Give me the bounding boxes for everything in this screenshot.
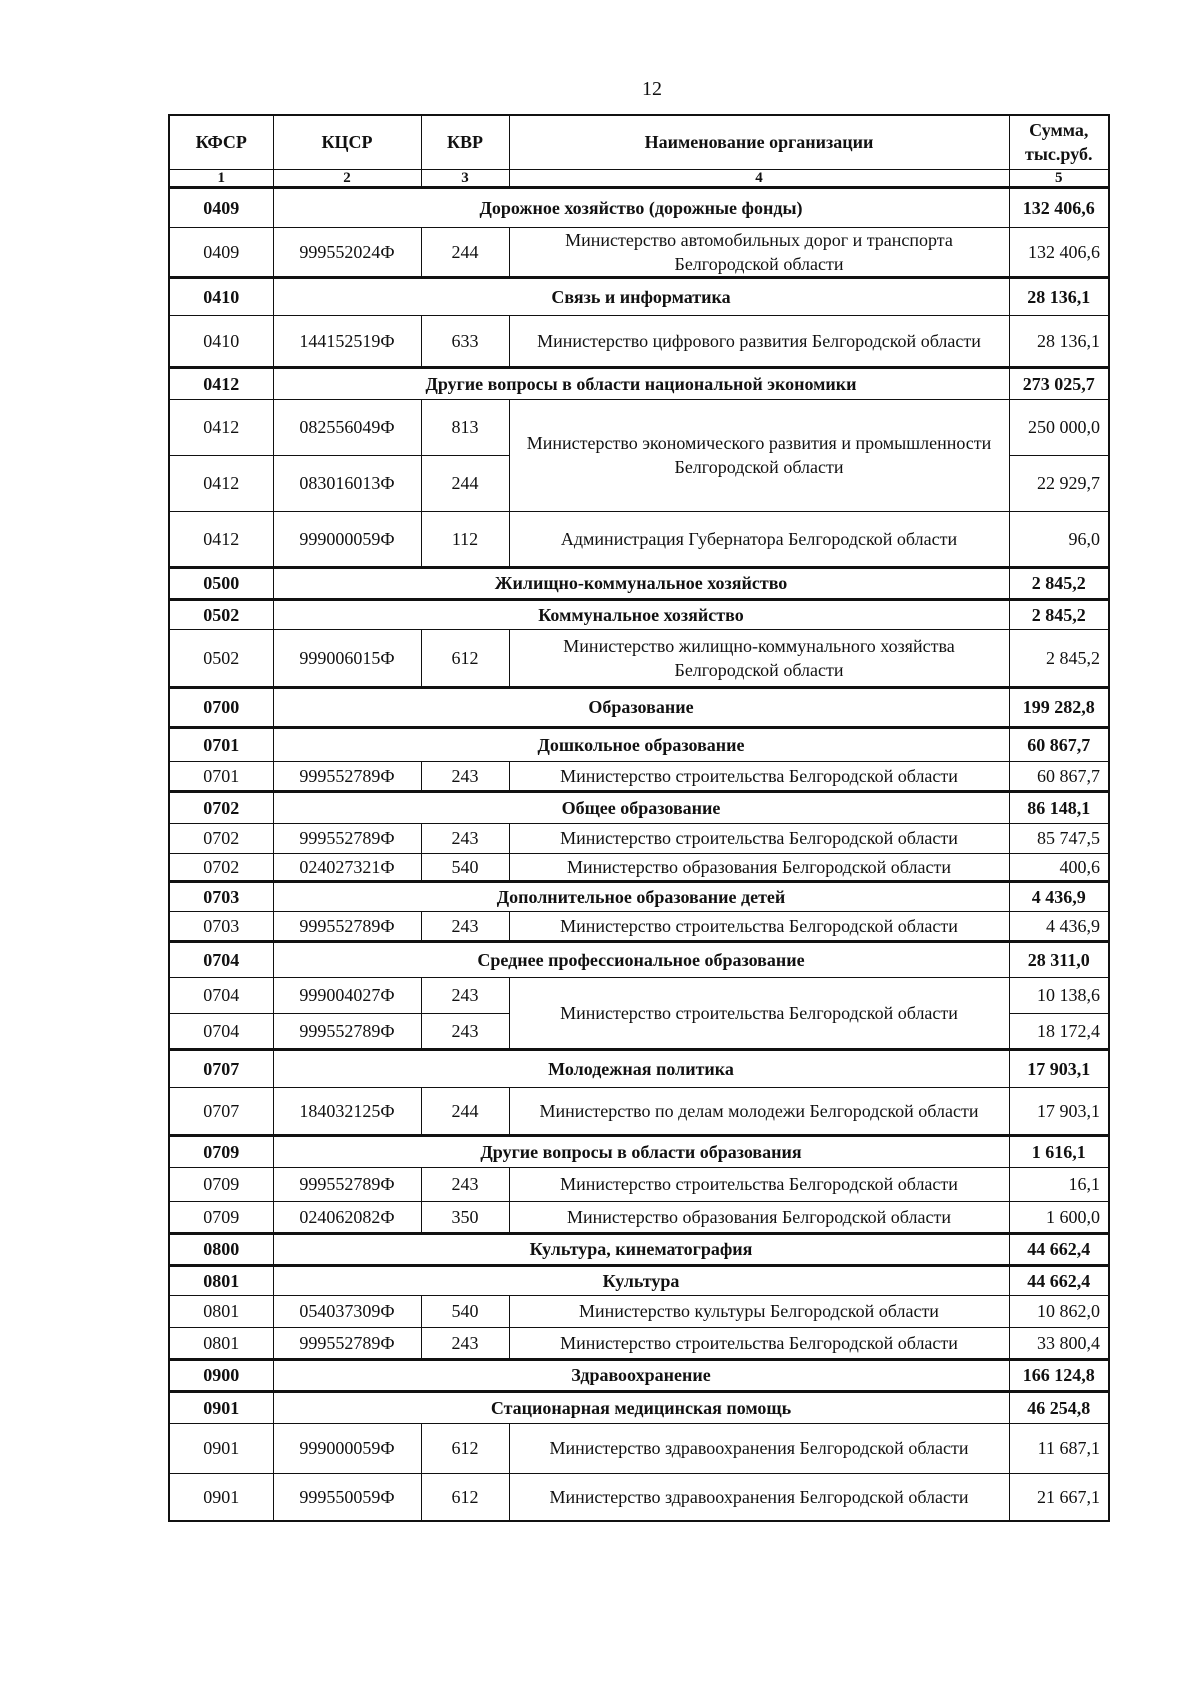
organization-name: Министерство здравоохранения Белгородской области	[509, 1423, 1009, 1473]
section-title: Дошкольное образование	[273, 727, 1009, 761]
section-row	[169, 881, 1109, 911]
sum-cell: 22 929,7	[1009, 455, 1109, 511]
table-row	[169, 1473, 1109, 1521]
kvr-cell: 540	[421, 853, 509, 881]
kfsr-cell: 0703	[169, 881, 273, 911]
table-row	[169, 911, 1109, 941]
kfsr-cell: 0502	[169, 629, 273, 687]
header-row	[169, 115, 1109, 169]
sum-cell: 44 662,4	[1009, 1233, 1109, 1265]
sum-cell: 16,1	[1009, 1167, 1109, 1201]
section-row	[169, 687, 1109, 727]
organization-name: Министерство автомобильных дорог и транспорта Белгородской области	[509, 227, 1009, 277]
sum-cell: 85 747,5	[1009, 823, 1109, 853]
kvr-cell: 612	[421, 1473, 509, 1521]
kfsr-cell: 0410	[169, 315, 273, 367]
organization-name: Министерство по делам молодежи Белгородской области	[509, 1087, 1009, 1135]
kfsr-cell: 0709	[169, 1201, 273, 1233]
kvr-cell: 813	[421, 399, 509, 455]
kvr-cell: 244	[421, 1087, 509, 1135]
table-row	[169, 1087, 1109, 1135]
section-title: Коммунальное хозяйство	[273, 599, 1009, 629]
section-row	[169, 277, 1109, 315]
section-title: Среднее профессиональное образование	[273, 941, 1009, 977]
sum-cell: 10 138,6	[1009, 977, 1109, 1013]
kcsr-cell: 184032125Ф	[273, 1087, 421, 1135]
kfsr-cell: 0704	[169, 941, 273, 977]
section-row	[169, 941, 1109, 977]
kvr-cell: 112	[421, 511, 509, 567]
kfsr-cell: 0900	[169, 1359, 273, 1391]
section-row	[169, 599, 1109, 629]
section-title: Общее образование	[273, 791, 1009, 823]
kcsr-cell: 024062082Ф	[273, 1201, 421, 1233]
sum-cell: 1 616,1	[1009, 1135, 1109, 1167]
kcsr-cell: 082556049Ф	[273, 399, 421, 455]
kcsr-cell: 999552789Ф	[273, 1013, 421, 1049]
header-number-row	[169, 169, 1109, 187]
kcsr-cell: 999000059Ф	[273, 1423, 421, 1473]
section-title: Связь и информатика	[273, 277, 1009, 315]
section-row	[169, 1233, 1109, 1265]
kfsr-cell: 0704	[169, 977, 273, 1013]
sum-cell: 96,0	[1009, 511, 1109, 567]
organization-name: Министерство образования Белгородской области	[509, 1201, 1009, 1233]
organization-name: Министерство экономического развития и промышленности Белгородской области	[509, 399, 1009, 511]
kfsr-cell: 0801	[169, 1327, 273, 1359]
sum-cell: 33 800,4	[1009, 1327, 1109, 1359]
kvr-cell: 540	[421, 1295, 509, 1327]
section-title: Культура, кинематография	[273, 1233, 1009, 1265]
sum-cell: 44 662,4	[1009, 1265, 1109, 1295]
section-title: Жилищно-коммунальное хозяйство	[273, 567, 1009, 599]
kfsr-cell: 0412	[169, 511, 273, 567]
section-row	[169, 727, 1109, 761]
section-title: Молодежная политика	[273, 1049, 1009, 1087]
organization-name: Министерство строительства Белгородской области	[509, 761, 1009, 791]
table-body	[169, 187, 1109, 1521]
kcsr-cell: 024027321Ф	[273, 853, 421, 881]
organization-name: Министерство строительства Белгородской области	[509, 1167, 1009, 1201]
header-number: 3	[421, 169, 509, 187]
kfsr-cell: 0901	[169, 1423, 273, 1473]
table-row	[169, 1167, 1109, 1201]
kcsr-cell: 999552789Ф	[273, 761, 421, 791]
kfsr-cell: 0412	[169, 455, 273, 511]
sum-cell: 2 845,2	[1009, 599, 1109, 629]
kcsr-cell: 999550059Ф	[273, 1473, 421, 1521]
kfsr-cell: 0901	[169, 1391, 273, 1423]
sum-cell: 166 124,8	[1009, 1359, 1109, 1391]
kfsr-cell: 0702	[169, 853, 273, 881]
organization-name: Министерство жилищно-коммунального хозяйства Белгородской области	[509, 629, 1009, 687]
organization-name: Министерство здравоохранения Белгородской области	[509, 1473, 1009, 1521]
sum-cell: 199 282,8	[1009, 687, 1109, 727]
kcsr-cell: 999552789Ф	[273, 911, 421, 941]
organization-name: Министерство строительства Белгородской области	[509, 823, 1009, 853]
sum-cell: 10 862,0	[1009, 1295, 1109, 1327]
kvr-cell: 243	[421, 911, 509, 941]
sum-cell: 46 254,8	[1009, 1391, 1109, 1423]
sum-cell: 4 436,9	[1009, 881, 1109, 911]
section-row	[169, 1049, 1109, 1087]
section-title: Дополнительное образование детей	[273, 881, 1009, 911]
organization-name: Министерство строительства Белгородской области	[509, 911, 1009, 941]
sum-cell: 28 136,1	[1009, 277, 1109, 315]
sum-cell: 273 025,7	[1009, 367, 1109, 399]
kfsr-cell: 0700	[169, 687, 273, 727]
kvr-cell: 243	[421, 823, 509, 853]
organization-name: Министерство образования Белгородской области	[509, 853, 1009, 881]
kvr-cell: 244	[421, 227, 509, 277]
table-row	[169, 1201, 1109, 1233]
header-number: 4	[509, 169, 1009, 187]
sum-cell: 400,6	[1009, 853, 1109, 881]
kcsr-cell: 999000059Ф	[273, 511, 421, 567]
kfsr-cell: 0709	[169, 1135, 273, 1167]
sum-cell: 21 667,1	[1009, 1473, 1109, 1521]
table-row	[169, 1423, 1109, 1473]
table-row	[169, 977, 1109, 1013]
sum-cell: 60 867,7	[1009, 727, 1109, 761]
sum-cell: 2 845,2	[1009, 567, 1109, 599]
kfsr-cell: 0502	[169, 599, 273, 629]
header-kcsr: КЦСР	[273, 115, 421, 169]
header-number: 1	[169, 169, 273, 187]
table-row	[169, 315, 1109, 367]
sum-cell: 28 311,0	[1009, 941, 1109, 977]
kcsr-cell: 083016013Ф	[273, 455, 421, 511]
section-title: Культура	[273, 1265, 1009, 1295]
sum-cell: 17 903,1	[1009, 1049, 1109, 1087]
kcsr-cell: 999004027Ф	[273, 977, 421, 1013]
kvr-cell: 243	[421, 1167, 509, 1201]
kvr-cell: 243	[421, 1327, 509, 1359]
section-row	[169, 791, 1109, 823]
kfsr-cell: 0702	[169, 791, 273, 823]
table-row	[169, 511, 1109, 567]
kfsr-cell: 0801	[169, 1295, 273, 1327]
section-title: Образование	[273, 687, 1009, 727]
header-name: Наименование организации	[509, 115, 1009, 169]
kfsr-cell: 0409	[169, 187, 273, 227]
table-row	[169, 399, 1109, 455]
kfsr-cell: 0704	[169, 1013, 273, 1049]
header-number: 5	[1009, 169, 1109, 187]
kvr-cell: 243	[421, 761, 509, 791]
table-row	[169, 629, 1109, 687]
organization-name: Министерство строительства Белгородской области	[509, 1327, 1009, 1359]
organization-name: Министерство цифрового развития Белгородской области	[509, 315, 1009, 367]
section-row	[169, 1135, 1109, 1167]
sum-cell: 11 687,1	[1009, 1423, 1109, 1473]
kvr-cell: 243	[421, 1013, 509, 1049]
header-kvr: КВР	[421, 115, 509, 169]
section-row	[169, 1359, 1109, 1391]
header-kfsr: КФСР	[169, 115, 273, 169]
kvr-cell: 350	[421, 1201, 509, 1233]
page-number: 12	[642, 78, 662, 100]
section-row	[169, 567, 1109, 599]
section-row	[169, 1265, 1109, 1295]
section-title: Здравоохранение	[273, 1359, 1009, 1391]
kvr-cell: 612	[421, 1423, 509, 1473]
kfsr-cell: 0707	[169, 1049, 273, 1087]
organization-name: Министерство строительства Белгородской области	[509, 977, 1009, 1049]
kcsr-cell: 144152519Ф	[273, 315, 421, 367]
kfsr-cell: 0800	[169, 1233, 273, 1265]
section-row	[169, 187, 1109, 227]
table-row	[169, 853, 1109, 881]
kfsr-cell: 0412	[169, 399, 273, 455]
sum-cell: 2 845,2	[1009, 629, 1109, 687]
kvr-cell: 243	[421, 977, 509, 1013]
kcsr-cell: 999006015Ф	[273, 629, 421, 687]
table-row	[169, 1327, 1109, 1359]
sum-cell: 86 148,1	[1009, 791, 1109, 823]
kfsr-cell: 0701	[169, 727, 273, 761]
table-row	[169, 823, 1109, 853]
section-row	[169, 367, 1109, 399]
table-row	[169, 1295, 1109, 1327]
kfsr-cell: 0410	[169, 277, 273, 315]
kcsr-cell: 999552024Ф	[273, 227, 421, 277]
header-sum: Сумма, тыс.руб.	[1009, 115, 1109, 169]
sum-cell: 132 406,6	[1009, 187, 1109, 227]
kvr-cell: 612	[421, 629, 509, 687]
kfsr-cell: 0701	[169, 761, 273, 791]
kfsr-cell: 0412	[169, 367, 273, 399]
kfsr-cell: 0709	[169, 1167, 273, 1201]
sum-cell: 18 172,4	[1009, 1013, 1109, 1049]
table-row	[169, 227, 1109, 277]
sum-cell: 4 436,9	[1009, 911, 1109, 941]
kfsr-cell: 0707	[169, 1087, 273, 1135]
kcsr-cell: 999552789Ф	[273, 1167, 421, 1201]
budget-table	[168, 114, 1110, 1522]
kcsr-cell: 999552789Ф	[273, 1327, 421, 1359]
kvr-cell: 244	[421, 455, 509, 511]
kfsr-cell: 0801	[169, 1265, 273, 1295]
table-row	[169, 761, 1109, 791]
kfsr-cell: 0901	[169, 1473, 273, 1521]
header-number: 2	[273, 169, 421, 187]
sum-cell: 250 000,0	[1009, 399, 1109, 455]
section-title: Другие вопросы в области образования	[273, 1135, 1009, 1167]
kfsr-cell: 0703	[169, 911, 273, 941]
kfsr-cell: 0702	[169, 823, 273, 853]
kcsr-cell: 999552789Ф	[273, 823, 421, 853]
kfsr-cell: 0500	[169, 567, 273, 599]
section-title: Стационарная медицинская помощь	[273, 1391, 1009, 1423]
sum-cell: 17 903,1	[1009, 1087, 1109, 1135]
kfsr-cell: 0409	[169, 227, 273, 277]
kvr-cell: 633	[421, 315, 509, 367]
sum-cell: 1 600,0	[1009, 1201, 1109, 1233]
section-title: Другие вопросы в области национальной экономики	[273, 367, 1009, 399]
sum-cell: 28 136,1	[1009, 315, 1109, 367]
organization-name: Администрация Губернатора Белгородской области	[509, 511, 1009, 567]
section-row	[169, 1391, 1109, 1423]
sum-cell: 132 406,6	[1009, 227, 1109, 277]
section-title: Дорожное хозяйство (дорожные фонды)	[273, 187, 1009, 227]
organization-name: Министерство культуры Белгородской области	[509, 1295, 1009, 1327]
sum-cell: 60 867,7	[1009, 761, 1109, 791]
kcsr-cell: 054037309Ф	[273, 1295, 421, 1327]
